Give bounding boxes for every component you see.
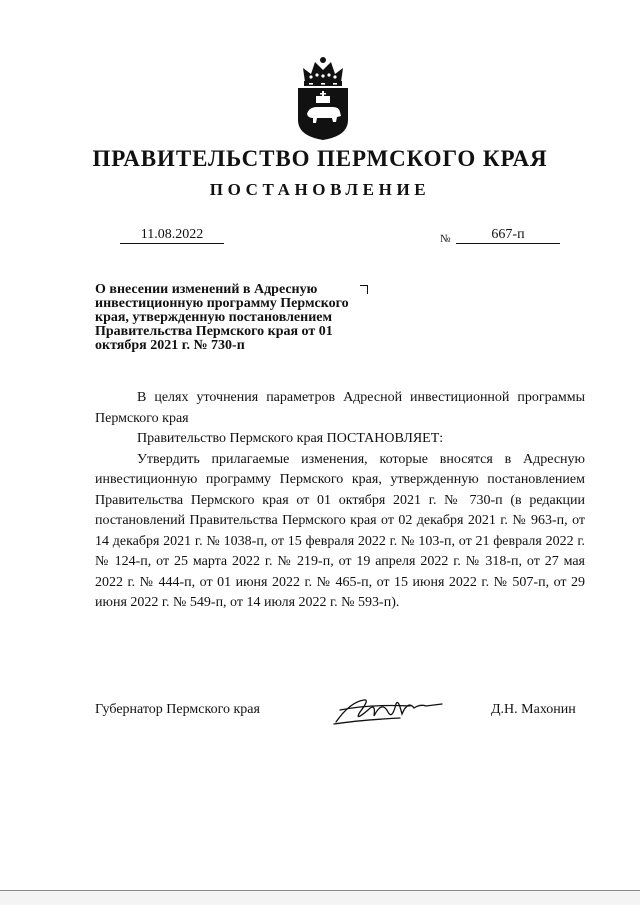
government-title: ПРАВИТЕЛЬСТВО ПЕРМСКОГО КРАЯ: [92, 146, 548, 171]
document-subject: О внесении изменений в Адресную инвестиционную программу Пермского края, утвержденную постановлением Правительства Пермского края от 01 октября 2021 г. № 730-п: [95, 282, 349, 353]
coat-of-arms-icon: [295, 56, 351, 140]
number-sign: №: [440, 233, 451, 245]
document-type: ПОСТАНОВЛЕНИЕ: [209, 180, 431, 199]
document-body: [95, 388, 585, 614]
body-paragraph-decree: Правительство Пермского края ПОСТАНОВЛЯЕТ:: [137, 431, 444, 446]
subject-corner-bracket: [360, 285, 368, 294]
document-date: 11.08.2022: [120, 226, 224, 244]
body-paragraph-purpose: В целях уточнения параметров Адресной инвестиционной программы Пермского края: [95, 390, 585, 426]
signatory-role: Губернатор Пермского края: [95, 702, 260, 717]
signatory-name: Д.Н. Махонин: [491, 702, 576, 717]
document-number: 667-п: [456, 226, 560, 244]
handwritten-signature-icon: [330, 690, 450, 730]
body-paragraph-approval: Утвердить прилагаемые изменения, которые вносятся в Адресную инвестиционную программу Пермского края, утвержденную постановлением Правительства Пермского края от 01 октября 2021 г. № 730-п (в редакции постановлений Правительства Пермского края от 02 декабря 2021 г. № 963-п, от 14 декабря 2021 г. № 1038-п, от 15 февраля 2022 г. № 103-п, от 21 февраля 2022 г. № 124-п, от 25 марта 2022 г. № 219-п, от 19 апреля 2022 г. № 318-п, от 27 мая 2022 г. № 444-п, от 01 июня 2022 г. № 465-п, от 15 июня 2022 г. № 507-п, от 29 июня 2022 г. № 549-п, от 14 июля 2022 г. № 593-п).: [95, 451, 585, 610]
scan-border: [0, 890, 640, 905]
